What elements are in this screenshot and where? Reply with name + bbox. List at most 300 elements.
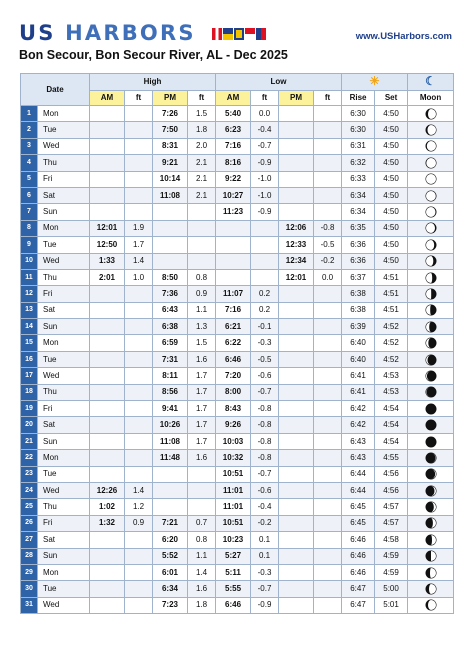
day-number: 18 [21,384,38,400]
moon-lit-portion [431,551,436,561]
table-row [21,368,454,384]
high-pm-height: 1.7 [188,433,216,449]
high-header: High [90,74,216,91]
high-am-height [125,417,153,433]
high-am-time [90,384,125,400]
sunset-time: 4:50 [375,138,408,154]
high-pm-time [153,237,188,253]
high-pm-time [153,204,188,220]
sunrise-time: 6:41 [342,368,375,384]
low-am-header: AM [216,91,251,106]
day-number: 10 [21,253,38,269]
high-am-time [90,138,125,154]
high-am-height [125,532,153,548]
low-pm-height [314,433,342,449]
low-am-time: 7:16 [216,302,251,318]
sunset-time: 5:00 [375,581,408,597]
high-am-time [90,548,125,564]
moon-phase-cell [408,138,454,154]
sunrise-time: 6:33 [342,171,375,187]
tide-table-body [21,106,454,614]
high-pm-time: 7:21 [153,515,188,531]
high-pm-time: 10:14 [153,171,188,187]
moon-phase-icon [425,140,437,152]
moon-phase-cell [408,237,454,253]
moon-phase-icon [425,534,437,546]
table-row [21,581,454,597]
table-row [21,220,454,236]
sunset-time: 4:51 [375,286,408,302]
moon-phase-icon [425,599,437,611]
low-pm-time [279,187,314,203]
low-am-height [251,269,279,285]
high-pm-height: 1.6 [188,581,216,597]
high-am-height [125,401,153,417]
table-row [21,532,454,548]
high-am-height: 1.4 [125,253,153,269]
sunset-time: 4:59 [375,564,408,580]
high-am-time [90,122,125,138]
low-pm-height [314,187,342,203]
moon-phase-icon [425,272,437,284]
low-am-time: 11:23 [216,204,251,220]
low-pm-time [279,204,314,220]
table-row [21,482,454,498]
low-pm-height [314,368,342,384]
moon-phase-icon [425,354,437,366]
low-am-height: 0.1 [251,548,279,564]
high-pm-time [153,253,188,269]
moon-phase-icon [425,485,437,497]
sunrise-time: 6:42 [342,401,375,417]
day-of-week: Sun [38,548,90,564]
high-am-height [125,564,153,580]
table-row [21,401,454,417]
sunset-time: 4:59 [375,548,408,564]
high-pm-height: 0.9 [188,286,216,302]
low-am-height: -0.8 [251,450,279,466]
low-pm-height [314,482,342,498]
moon-header [408,74,454,91]
low-pm-time [279,597,314,613]
day-of-week: Mon [38,335,90,351]
low-pm-time: 12:33 [279,237,314,253]
moon-phase-cell [408,122,454,138]
low-pm-time [279,302,314,318]
low-pm-height [314,417,342,433]
high-am-time [90,532,125,548]
day-number: 31 [21,597,38,613]
high-am-time [90,564,125,580]
sunset-time: 4:56 [375,466,408,482]
high-pm-height [188,220,216,236]
high-pm-height [188,237,216,253]
day-of-week: Sun [38,433,90,449]
low-pm-time [279,106,314,122]
moon-phase-icon [425,419,437,431]
high-pm-time [153,466,188,482]
moon-phase-cell [408,187,454,203]
sunrise-time: 6:45 [342,499,375,515]
day-number: 8 [21,220,38,236]
low-am-height: -0.7 [251,466,279,482]
low-am-height: -1.0 [251,171,279,187]
low-am-time: 8:16 [216,155,251,171]
moon-phase-cell [408,564,454,580]
table-row [21,187,454,203]
high-pm-height: 1.5 [188,335,216,351]
high-am-time [90,171,125,187]
high-am-time: 1:32 [90,515,125,531]
low-am-time: 9:26 [216,417,251,433]
high-am-height [125,319,153,335]
day-number: 24 [21,482,38,498]
day-of-week: Fri [38,171,90,187]
low-pm-height [314,122,342,138]
high-am-time: 12:26 [90,482,125,498]
day-number: 19 [21,401,38,417]
high-am-height: 1.0 [125,269,153,285]
day-number: 17 [21,368,38,384]
low-am-height: -0.7 [251,138,279,154]
low-pm-height [314,106,342,122]
high-am-time [90,302,125,318]
table-row [21,171,454,187]
moon-phase-cell [408,597,454,613]
sunrise-time: 6:30 [342,122,375,138]
high-am-height [125,384,153,400]
high-am-height [125,597,153,613]
sunset-time: 4:50 [375,122,408,138]
low-am-time: 10:27 [216,187,251,203]
low-pm-time [279,450,314,466]
high-am-time [90,106,125,122]
high-pm-time: 8:56 [153,384,188,400]
moon-phase-icon [425,190,437,202]
sunset-time: 4:57 [375,515,408,531]
high-pm-time [153,220,188,236]
day-number: 12 [21,286,38,302]
high-pm-time: 11:08 [153,433,188,449]
high-am-height: 1.4 [125,482,153,498]
high-am-height [125,450,153,466]
brand-logo [19,22,196,44]
high-pm-time: 11:48 [153,450,188,466]
day-number: 21 [21,433,38,449]
sunset-time: 4:50 [375,204,408,220]
day-of-week: Tue [38,466,90,482]
sunrise-time: 6:38 [342,286,375,302]
day-of-week: Sat [38,302,90,318]
low-pm-height [314,499,342,515]
moon-phase-icon [425,403,437,415]
low-am-height: -1.0 [251,187,279,203]
day-of-week: Sun [38,319,90,335]
low-pm-time [279,564,314,580]
high-pm-height: 1.7 [188,384,216,400]
day-number: 29 [21,564,38,580]
low-pm-height [314,171,342,187]
low-pm-height [314,335,342,351]
moon-phase-icon [425,468,437,480]
moon-phase-cell [408,499,454,515]
day-number: 15 [21,335,38,351]
low-am-time: 9:22 [216,171,251,187]
website-link[interactable]: www.USHarbors.com [355,31,452,42]
moon-phase-cell [408,482,454,498]
high-am-height [125,106,153,122]
high-pm-height: 1.7 [188,417,216,433]
day-number: 2 [21,122,38,138]
day-number: 27 [21,532,38,548]
high-pm-time: 9:41 [153,401,188,417]
high-pm-time: 8:11 [153,368,188,384]
sunrise-time: 6:45 [342,515,375,531]
high-am-height [125,335,153,351]
low-pm-height [314,384,342,400]
table-row [21,384,454,400]
day-of-week: Thu [38,384,90,400]
high-pm-time: 11:08 [153,187,188,203]
high-am-time [90,335,125,351]
sunset-time: 4:57 [375,499,408,515]
high-am-height [125,286,153,302]
sunset-time: 4:50 [375,171,408,187]
day-of-week: Sat [38,187,90,203]
high-am-time: 1:02 [90,499,125,515]
moon-phase-icon [425,386,437,398]
table-row [21,319,454,335]
moon-phase-icon [425,436,437,448]
high-am-height [125,548,153,564]
day-of-week: Fri [38,286,90,302]
sunrise-time: 6:34 [342,187,375,203]
low-am-height: -0.9 [251,204,279,220]
low-pm-time [279,335,314,351]
high-pm-time: 7:23 [153,597,188,613]
high-am-time [90,450,125,466]
day-number: 16 [21,351,38,367]
moon-phase-cell [408,384,454,400]
sun-icon: ☀ [369,74,380,88]
moon-lit-portion [426,191,436,201]
low-am-time: 8:00 [216,384,251,400]
sunset-time: 4:51 [375,269,408,285]
table-row [21,237,454,253]
table-row [21,122,454,138]
low-pm-height [314,581,342,597]
high-am-time [90,581,125,597]
moon-phase-icon [425,517,437,529]
table-row [21,499,454,515]
day-of-week: Thu [38,155,90,171]
sunset-time: 4:50 [375,237,408,253]
sunrise-time: 6:40 [342,351,375,367]
moon-phase-cell [408,335,454,351]
sunset-time: 4:51 [375,302,408,318]
low-pm-height [314,564,342,580]
table-row [21,138,454,154]
table-row [21,351,454,367]
day-of-week: Sun [38,204,90,220]
low-am-height: -0.9 [251,155,279,171]
moon-phase-header: Moon [408,91,454,106]
high-pm-height [188,204,216,220]
low-am-height: -0.7 [251,384,279,400]
high-pm-height [188,466,216,482]
sunrise-time: 6:34 [342,204,375,220]
day-of-week: Fri [38,401,90,417]
low-am-height: -0.6 [251,482,279,498]
low-pm-time [279,515,314,531]
low-pm-height: -0.2 [314,253,342,269]
moon-phase-cell [408,401,454,417]
table-row [21,204,454,220]
low-am-time: 7:20 [216,368,251,384]
day-number: 1 [21,106,38,122]
high-am-height: 0.9 [125,515,153,531]
moon-phase-cell [408,253,454,269]
low-am-height: -0.5 [251,351,279,367]
low-pm-height [314,466,342,482]
high-am-time [90,286,125,302]
day-of-week: Wed [38,597,90,613]
sunrise-time: 6:36 [342,237,375,253]
low-pm-header: PM [279,91,314,106]
high-pm-height: 1.3 [188,319,216,335]
day-number: 7 [21,204,38,220]
low-am-time [216,237,251,253]
table-row [21,450,454,466]
day-number: 13 [21,302,38,318]
day-number: 11 [21,269,38,285]
low-pm-time [279,417,314,433]
low-pm-height [314,450,342,466]
moon-phase-cell [408,581,454,597]
low-pm-height [314,286,342,302]
low-am-height [251,220,279,236]
table-row [21,253,454,269]
rise-header: Rise [342,91,375,106]
high-pm-time [153,482,188,498]
high-am-height: 1.7 [125,237,153,253]
moon-phase-icon [425,108,437,120]
day-of-week: Mon [38,450,90,466]
day-number: 5 [21,171,38,187]
low-am-height: -0.4 [251,499,279,515]
high-am-height [125,204,153,220]
low-pm-height [314,204,342,220]
table-row [21,155,454,171]
page-title: Bon Secour, Bon Secour River, AL - Dec 2025 [19,48,288,62]
moon-phase-cell [408,302,454,318]
moon-phase-icon [425,304,437,316]
low-pm-time [279,122,314,138]
moon-phase-icon [425,370,437,382]
high-pm-time: 7:31 [153,351,188,367]
sunrise-time: 6:44 [342,482,375,498]
low-header: Low [216,74,342,91]
day-number: 26 [21,515,38,531]
high-pm-height: 1.5 [188,106,216,122]
day-of-week: Sat [38,417,90,433]
high-pm-height [188,253,216,269]
high-am-height [125,171,153,187]
low-am-height: -0.6 [251,368,279,384]
sunset-time: 5:01 [375,597,408,613]
sunrise-time: 6:46 [342,548,375,564]
sunrise-time: 6:40 [342,335,375,351]
high-am-time [90,466,125,482]
moon-phase-icon [425,288,437,300]
sunset-time: 4:53 [375,368,408,384]
high-pm-time: 7:36 [153,286,188,302]
low-pm-time [279,319,314,335]
sunrise-time: 6:31 [342,138,375,154]
sunrise-time: 6:39 [342,319,375,335]
high-am-time [90,187,125,203]
low-pm-time [279,548,314,564]
day-number: 20 [21,417,38,433]
low-am-height: -0.3 [251,564,279,580]
sunrise-time: 6:37 [342,269,375,285]
low-pm-time [279,384,314,400]
sunset-time: 4:53 [375,384,408,400]
low-pm-height [314,319,342,335]
moon-phase-icon [425,124,437,136]
low-pm-height [314,302,342,318]
table-row [21,564,454,580]
low-pm-height [314,532,342,548]
low-am-time: 5:40 [216,106,251,122]
table-row [21,335,454,351]
low-am-height: 0.0 [251,106,279,122]
day-number: 3 [21,138,38,154]
high-pm-height: 0.7 [188,515,216,531]
low-pm-time: 12:34 [279,253,314,269]
low-pm-time [279,433,314,449]
moon-phase-cell [408,548,454,564]
low-am-height: -0.7 [251,581,279,597]
low-pm-time [279,171,314,187]
high-am-height [125,122,153,138]
day-number: 6 [21,187,38,203]
low-pm-height [314,155,342,171]
low-am-height: -0.8 [251,401,279,417]
moon-phase-cell [408,466,454,482]
high-am-time [90,351,125,367]
sunset-time: 4:50 [375,106,408,122]
high-pm-height: 1.4 [188,564,216,580]
high-am-time: 2:01 [90,269,125,285]
moon-lit-portion [426,174,436,184]
sunset-time: 4:50 [375,155,408,171]
sunrise-time: 6:36 [342,253,375,269]
moon-phase-icon [425,567,437,579]
low-am-time: 11:07 [216,286,251,302]
day-of-week: Wed [38,253,90,269]
logo-harbors: HARBORS [65,21,196,45]
low-am-time: 5:11 [216,564,251,580]
day-number: 9 [21,237,38,253]
sunrise-time: 6:42 [342,417,375,433]
sunrise-time: 6:46 [342,564,375,580]
moon-phase-cell [408,319,454,335]
high-pm-time: 6:01 [153,564,188,580]
high-pm-time: 8:50 [153,269,188,285]
low-am-height [251,253,279,269]
low-am-time: 5:27 [216,548,251,564]
